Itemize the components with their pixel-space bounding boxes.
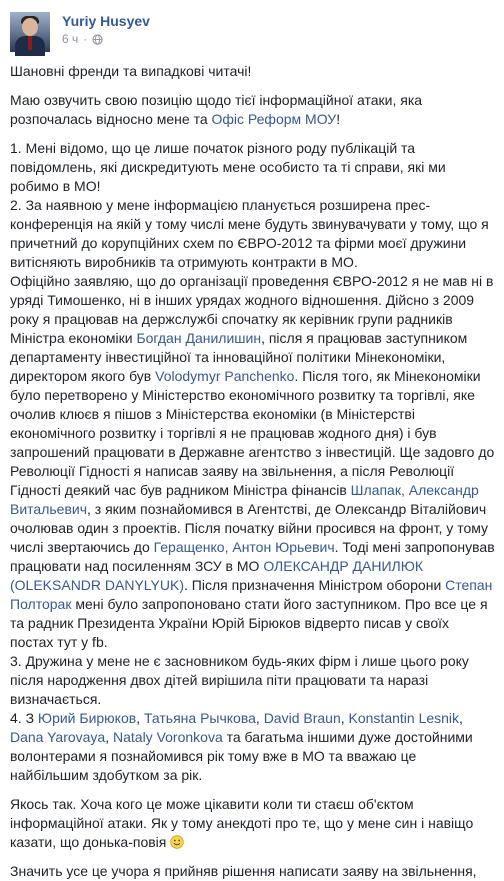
globe-icon[interactable] — [92, 34, 103, 45]
official-text: . Тоді мені запропонував працювати над посиленням ЗСУ в МО — [10, 539, 495, 574]
intro-paragraph — [10, 91, 496, 129]
greeting-text: Шановні френди та випадкові читачі! — [10, 63, 252, 79]
last-line — [10, 862, 496, 881]
official-text: , з яким познайомився в Агентстві, де Олександр Віталійович очолював один з проектів. Після початку війни просився на фронт, у тому числі звертаючись до — [10, 501, 489, 555]
mention-link[interactable]: David Braun — [263, 710, 341, 726]
mention-link-shlapak[interactable]: Шлапак, Александр Витальевич — [10, 482, 479, 517]
smile-icon — [170, 835, 184, 849]
meta-separator: · — [83, 32, 88, 46]
point-2 — [10, 196, 496, 272]
point-1 — [10, 139, 496, 196]
mention-separator: , — [340, 710, 349, 726]
mention-link[interactable]: Юрий Бирюков — [37, 710, 137, 726]
point-3 — [10, 652, 496, 709]
mention-separator: , — [255, 710, 264, 726]
mention-link[interactable]: Nataly Voronkova — [113, 729, 223, 745]
mention-separator: , — [459, 710, 463, 726]
reform-office-link[interactable]: Офіс Реформ МОУ — [211, 111, 337, 127]
point-4 — [10, 709, 496, 785]
official-text: . Після того, як Мінекономіки було перетворено у Міністерство економічного розвитку та торгівлі, яке очолив клюєв я пішов з Міністерства економіки (в Міністерстві економічного розвитку і торгівлі я не працював жодного дня) і був запрошений працювати в Державне агентство з інвестицій. Ще задовго до Революції Гідності я написав заяву на звільнення, а після Революції Гідності деякий час був радником Міністра фінансів — [10, 368, 495, 498]
official-text: . Після призначення Міністром оборони — [184, 577, 446, 593]
mention-link-poltorak[interactable]: Степан Полторак — [10, 577, 493, 612]
point-4-text: 4. З — [10, 710, 38, 726]
author-avatar[interactable] — [10, 12, 50, 52]
mention-link-danyliuk[interactable]: ОЛЕКСАНДР ДАНИЛЮК (OLEKSANDR DANYLYUK) — [10, 558, 424, 593]
mention-link[interactable]: Татьяна Рычкова — [143, 710, 256, 726]
mention-link[interactable]: Dana Yarovaya — [10, 729, 106, 745]
mention-link-panchenko[interactable]: Volodymyr Panchenko — [155, 368, 295, 384]
post-meta — [62, 32, 103, 46]
official-text: , після я працював заступником департаменту інвестиційної та інноваційної політики Мінекономіки, директором якого був — [10, 330, 468, 384]
greeting-paragraph — [10, 62, 496, 81]
point-1-text: 1. Мені відомо, що це лише початок різного роду публікацій та повідомлень, які дискредитують мене особисто та ті справи, які ми робимо в МО! — [10, 140, 446, 194]
mention-separator: , — [105, 729, 113, 745]
mention-link-gerashchenko[interactable]: Геращенко, Антон Юрьевич — [153, 539, 335, 555]
closing-text: Якось так. Хоча кого це може цікавити коли ти стаєш об'єктом інформаційної атаки. Як у тому анекдоті про те, що у мене син і навіщо казати, що донька-повія — [10, 796, 474, 850]
closing-paragraph — [10, 795, 496, 852]
post-body — [10, 62, 496, 881]
official-text: мені було запропоновано стати його заступником. Про все це я та радник Президента України Юрій Бірюков відверто писав у своїх постах тут у fb. — [10, 596, 488, 650]
point-3-text: 3. Дружина у мене не є засновником будь-яких фірм і лише цього року після народження двох дітей вирішила піти працювати та наразі визначається. — [10, 653, 469, 707]
last-line-text: Значить усе це учора я прийняв рішення написати заяву на звільнення, — [10, 863, 477, 879]
mention-link-danylyshyn[interactable]: Богдан Данилишин — [136, 330, 262, 346]
point-2-text: 2. За наявною у мене інформацією планується розширена прес-конференція на якій у тому числі мене будуть звинувачувати у тому, що я причетний до корупційних схем по ЄВРО-2012 та фірми моєї дружини витісняють виробників та отримують контракти в МО. — [10, 197, 489, 270]
mention-separator: , — [136, 710, 144, 726]
intro-text: Маю озвучить свою позицію щодо тієї інформаційної атаки, яка розпочалась відносно мене та — [10, 92, 423, 127]
official-text: Офіційно заявляю, що до організації проведення ЄВРО-2012 я не мав ні в уряді Тимошенко, ні в інших урядах жодного відношення. Дійсно з 2009 року я працював на держслужбі спочатку як керівник групи радників Міністра економіки — [10, 273, 494, 346]
intro-text-end: ! — [336, 111, 341, 127]
post-header — [10, 12, 490, 56]
post-timestamp[interactable]: 6 ч — [62, 32, 79, 46]
official-statement — [10, 272, 496, 652]
point-4-text-end: та багатьма іншими дуже достойними волонтерами я познайомився рік тому вже в МО та вважаю це найбільшим здобутком за рік. — [10, 729, 473, 783]
mention-link[interactable]: Konstantin Lesnik — [348, 710, 460, 726]
author-name[interactable]: Yuriy Husyev — [62, 13, 150, 29]
